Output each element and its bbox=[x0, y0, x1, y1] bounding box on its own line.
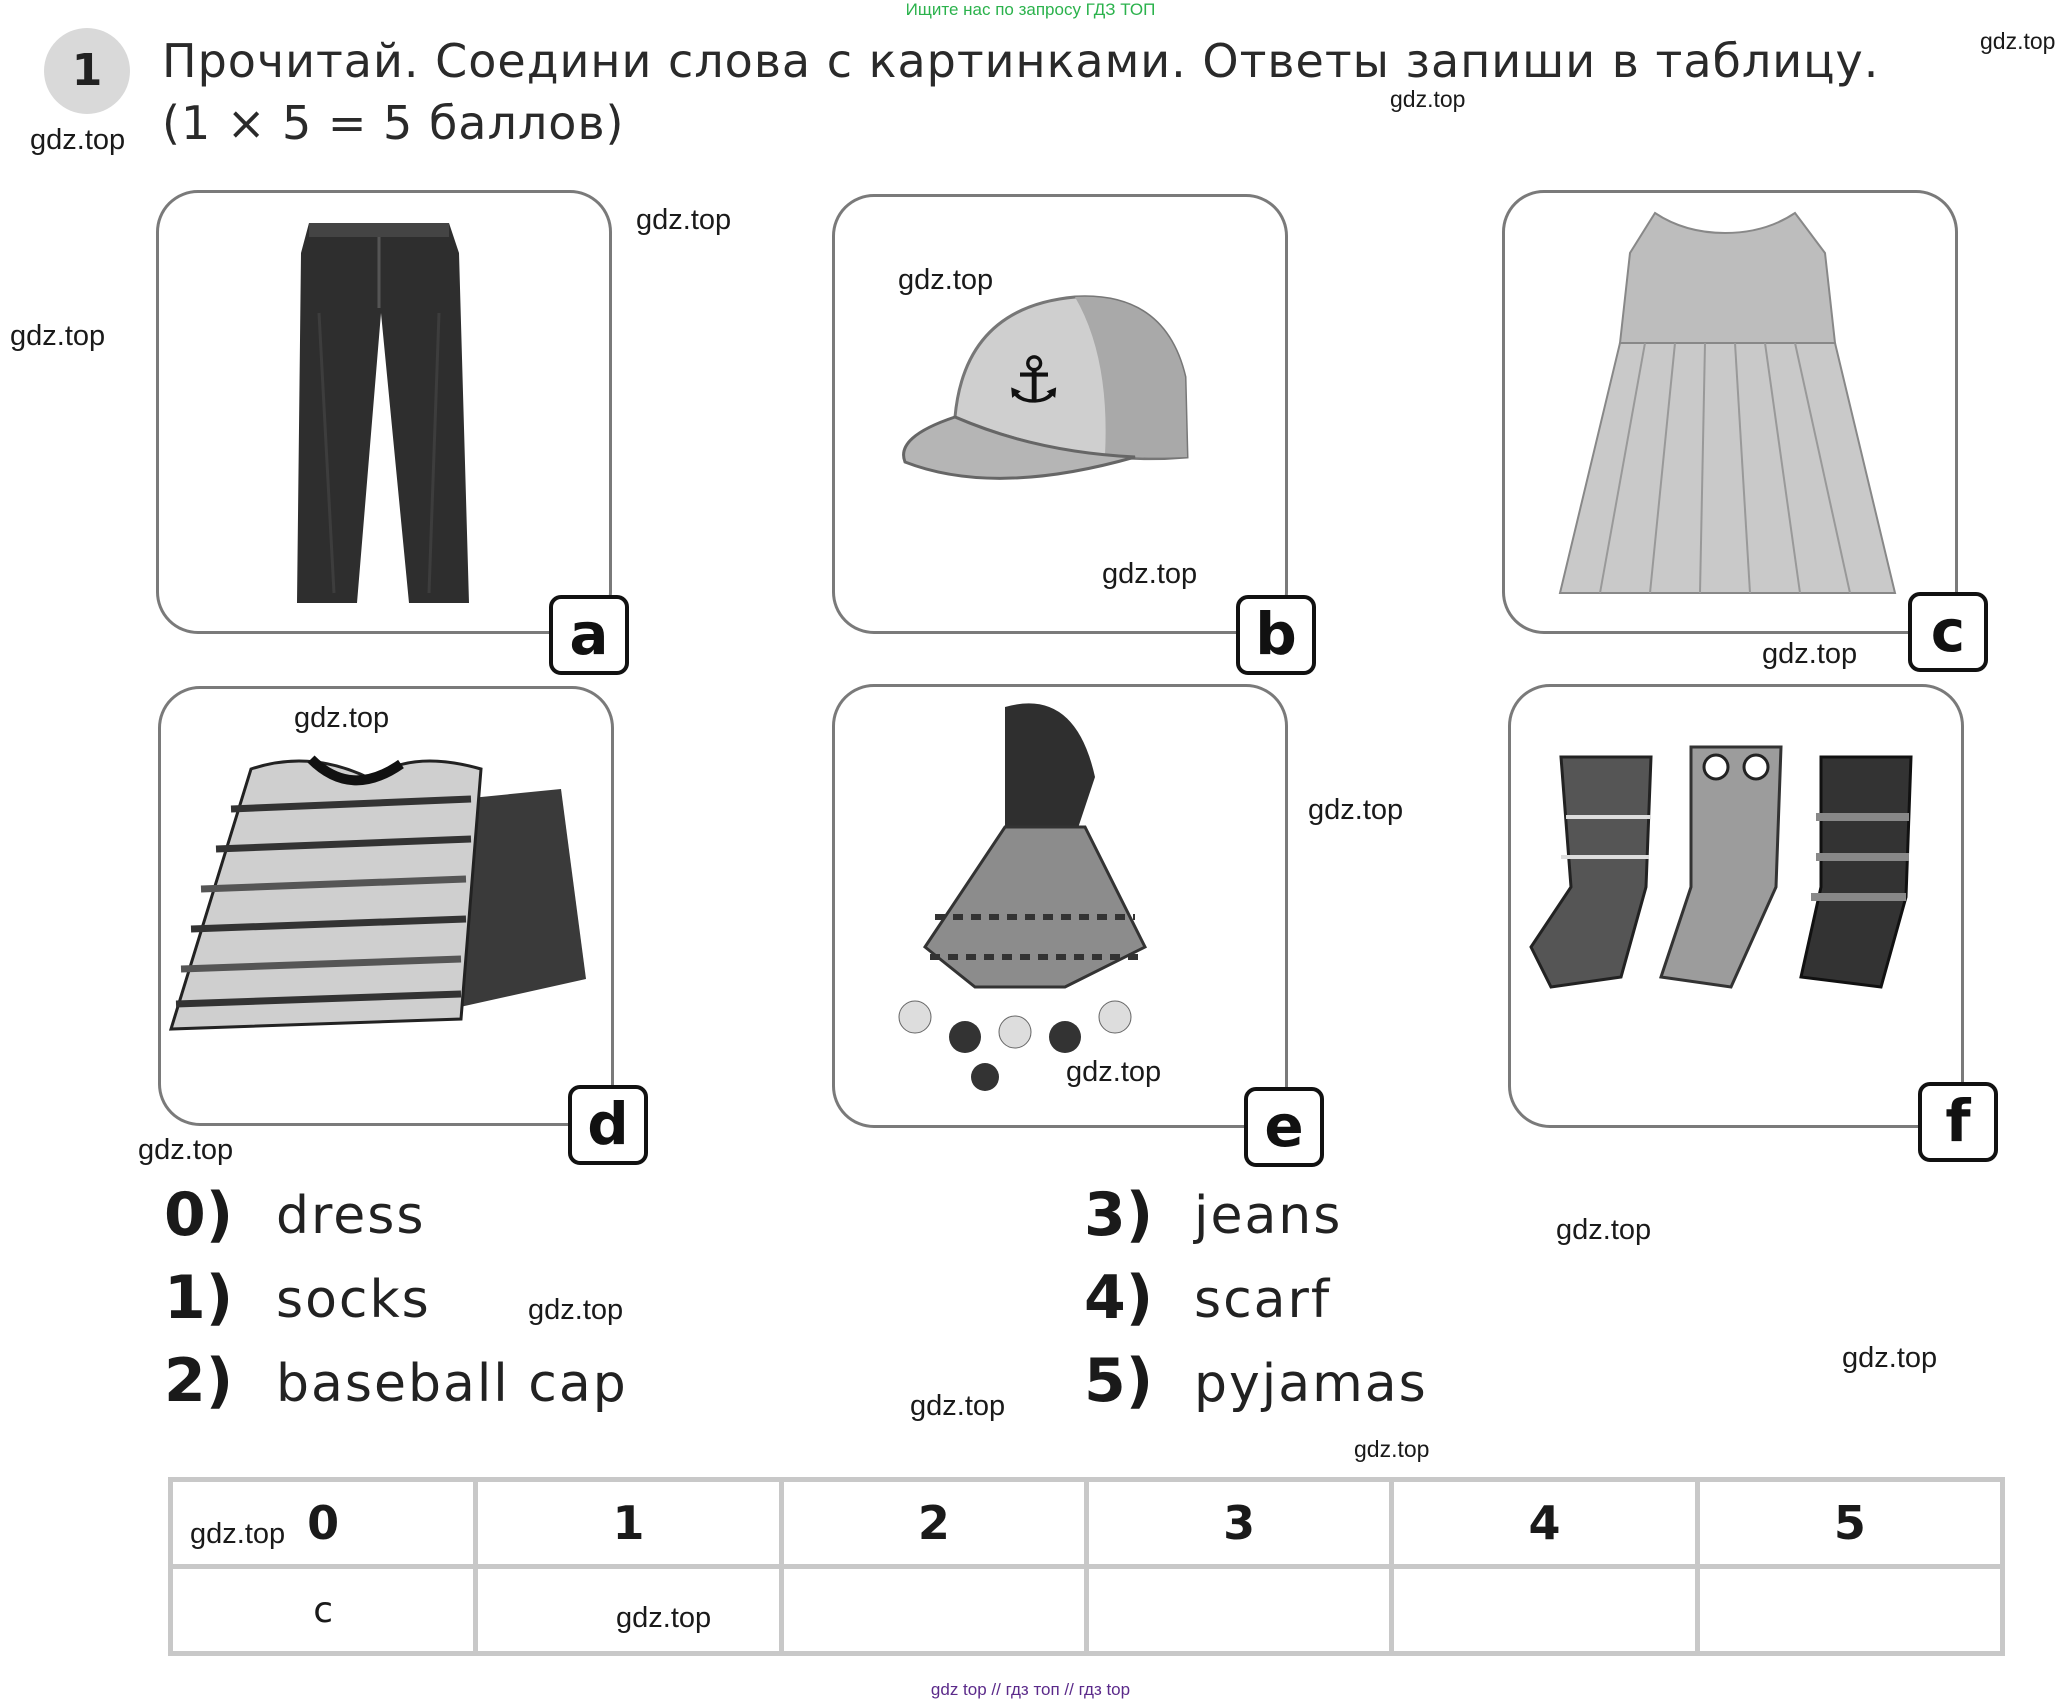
answer-table bbox=[168, 1477, 2005, 1656]
answer-header-4: 4 bbox=[1392, 1480, 1697, 1567]
picture-card-f bbox=[1508, 684, 1964, 1128]
svg-text:⚓: ⚓ bbox=[1005, 344, 1063, 418]
answer-cell-0[interactable]: c bbox=[171, 1567, 476, 1654]
watermark: gdz.top bbox=[1066, 1056, 1162, 1088]
answer-cell-4[interactable] bbox=[1392, 1567, 1697, 1654]
word-number-5: 5) bbox=[1084, 1346, 1154, 1416]
answer-cell-5[interactable] bbox=[1697, 1567, 2002, 1654]
letter-label-d: d bbox=[568, 1085, 648, 1165]
task-number-badge: 1 bbox=[44, 28, 130, 114]
watermark: gdz.top bbox=[190, 1518, 286, 1550]
task-instruction-line1: Прочитай. Соедини слова с картинками. Ответы запиши в таблицу. bbox=[162, 34, 1880, 88]
jeans-image bbox=[159, 193, 609, 631]
watermark: gdz.top bbox=[1980, 28, 2056, 54]
watermark: gdz.top bbox=[30, 124, 126, 156]
word-item-2: baseball cap bbox=[276, 1354, 628, 1414]
picture-card-d bbox=[158, 686, 614, 1126]
letter-label-b: b bbox=[1236, 595, 1316, 675]
letter-label-e: e bbox=[1244, 1087, 1324, 1167]
word-number-4: 4) bbox=[1084, 1263, 1154, 1333]
letter-label-c: c bbox=[1908, 592, 1988, 672]
watermark: gdz.top bbox=[1762, 638, 1858, 670]
watermark: gdz.top bbox=[1354, 1436, 1430, 1462]
picture-card-e bbox=[832, 684, 1288, 1128]
watermark: gdz.top bbox=[138, 1134, 234, 1166]
word-item-0: dress bbox=[276, 1186, 426, 1246]
picture-card-b bbox=[832, 194, 1288, 634]
watermark: gdz.top bbox=[528, 1294, 624, 1326]
watermark: gdz.top bbox=[898, 264, 994, 296]
scarf-image bbox=[835, 687, 1285, 1125]
dress-image bbox=[1505, 193, 1955, 631]
answer-cell-2[interactable] bbox=[781, 1567, 1086, 1654]
footer-links[interactable]: gdz top // гдз топ // гдз top bbox=[930, 1680, 1131, 1699]
answer-cell-3[interactable] bbox=[1086, 1567, 1391, 1654]
letter-label-a: a bbox=[549, 595, 629, 675]
answer-header-3: 3 bbox=[1086, 1480, 1391, 1567]
task-instruction-line2: (1 × 5 = 5 баллов) bbox=[162, 96, 625, 150]
answer-header-0: 0 bbox=[171, 1480, 476, 1567]
watermark: gdz.top bbox=[616, 1602, 712, 1634]
watermark: gdz.top bbox=[1556, 1214, 1652, 1246]
answer-table-answer-row bbox=[171, 1567, 2003, 1654]
picture-card-c bbox=[1502, 190, 1958, 634]
word-number-0: 0) bbox=[164, 1180, 234, 1250]
answer-header-1: 1 bbox=[476, 1480, 781, 1567]
watermark: gdz.top bbox=[1390, 86, 1466, 112]
word-item-5: pyjamas bbox=[1194, 1354, 1428, 1414]
top-banner-link[interactable]: Ищите нас по запросу ГДЗ ТОП bbox=[905, 0, 1156, 19]
watermark: gdz.top bbox=[636, 204, 732, 236]
picture-card-a bbox=[156, 190, 612, 634]
watermark: gdz.top bbox=[1102, 558, 1198, 590]
pyjamas-image bbox=[161, 689, 611, 1123]
word-item-3: jeans bbox=[1194, 1186, 1343, 1246]
baseball-cap-image bbox=[835, 197, 1285, 631]
watermark: gdz.top bbox=[910, 1390, 1006, 1422]
word-item-4: scarf bbox=[1194, 1270, 1332, 1330]
word-number-2: 2) bbox=[164, 1346, 234, 1416]
socks-image bbox=[1511, 687, 1961, 1125]
watermark: gdz.top bbox=[10, 320, 106, 352]
word-item-1: socks bbox=[276, 1270, 431, 1330]
watermark: gdz.top bbox=[1842, 1342, 1938, 1374]
answer-header-5: 5 bbox=[1697, 1480, 2002, 1567]
word-number-3: 3) bbox=[1084, 1180, 1154, 1250]
watermark: gdz.top bbox=[1308, 794, 1404, 826]
letter-label-f: f bbox=[1918, 1082, 1998, 1162]
answer-table-header-row bbox=[171, 1480, 2003, 1567]
word-number-1: 1) bbox=[164, 1263, 234, 1333]
watermark: gdz.top bbox=[294, 702, 390, 734]
answer-header-2: 2 bbox=[781, 1480, 1086, 1567]
